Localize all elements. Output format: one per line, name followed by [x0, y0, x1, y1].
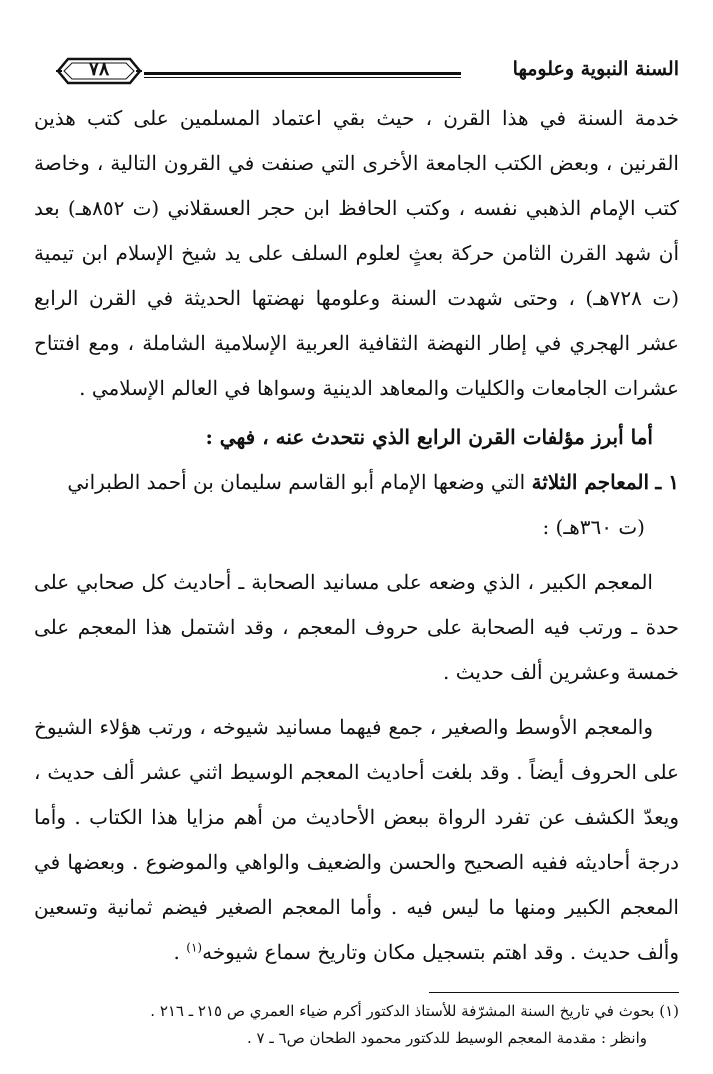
item-title: المعاجم الثلاثة: [531, 470, 650, 494]
list-item: [34, 460, 679, 550]
paragraph: [34, 705, 679, 975]
paragraph-end: .: [173, 940, 187, 964]
running-header: [34, 52, 679, 92]
page-number: ٧٨: [88, 58, 110, 80]
main-text: [34, 96, 679, 975]
header-rule: [144, 72, 461, 78]
running-title: السنة النبوية وعلومها: [512, 58, 679, 80]
footnote-divider: [429, 992, 679, 993]
paragraph: خدمة السنة في هذا القرن ، حيث بقي اعتماد المسلمين على كتب هذين القرنين ، وبعض الكتب الجامعة الأخرى التي صنفت في القرون التالية ، وخاصة كتب الإمام الذهبي نفسه ، وكتب الحافظ ابن حجر العسقلاني (ت ٨٥٢هـ) بعد أن شهد القرن الثامن حركة بعثٍ لعلوم السلف على يد شيخ الإسلام ابن تيمية (ت ٧٢٨هـ) ، وحتى شهدت السنة وعلومها نهضتها الحديثة في القرن الرابع عشر الهجري في إطار النهضة الثقافية العربية الإسلامية الشاملة ، ومع افتتاح عشرات الجامعات والكليات والمعاهد الدينية وسواها في العالم الإسلامي .: [34, 106, 679, 400]
footnote-reference: (١): [186, 940, 203, 955]
item-number: ١ ـ: [655, 470, 679, 494]
footnote-continuation: وانظر : مقدمة المعجم الوسيط للدكتور محمود الطحان ص٦ ـ ٧ .: [246, 1029, 647, 1047]
page-number-frame: [56, 56, 142, 86]
intro-heading: أما أبرز مؤلفات القرن الرابع الذي نتحدث عنه ، فهي :: [205, 425, 653, 449]
item-date: (ت ٣٦٠هـ) :: [542, 515, 645, 539]
footnote: (١) بحوث في تاريخ السنة المشرّفة للأستاذ الدكتور أكرم ضياء العمري ص ٢١٥ ـ ٢١٦ .: [150, 1002, 679, 1020]
paragraph: المعجم الكبير ، الذي وضعه على مسانيد الصحابة ـ أحاديث كل صحابي على حدة ـ ورتب فيه الصحابة على حروف المعجم ، وقد اشتمل هذا المعجم على خمسة وعشرين ألف حديث .: [34, 570, 679, 684]
paragraph-text: والمعجم الأوسط والصغير ، جمع فيهما مسانيد شيوخه ، ورتب هؤلاء الشيوخ على الحروف أيضاً . وقد بلغت أحاديث المعجم الوسيط اثني عشر ألف حديث ، ويعدّ الكشف عن تفرد الرواة ببعض الأحاديث من أهم مزايا هذا الكتاب . وأما درجة أحاديثه ففيه الصحيح والحسن والضعيف والواهي والموضوع . وبعضها في المعجم الكبير ومنها ما ليس فيه . وأما المعجم الصغير فيضم ثمانية وتسعين وألف حديث . وقد اهتم بتسجيل مكان وتاريخ سماع شيوخه: [34, 715, 679, 964]
item-text: التي وضعها الإمام أبو القاسم سليمان بن أحمد الطبراني: [67, 470, 526, 494]
footnotes: [34, 998, 679, 1052]
